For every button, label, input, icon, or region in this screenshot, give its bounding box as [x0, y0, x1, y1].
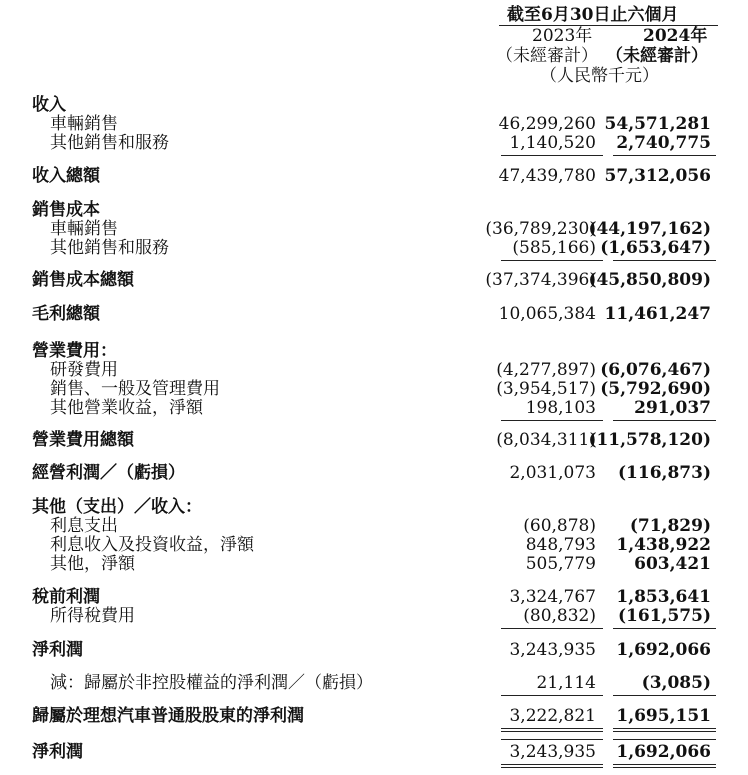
value-2023: 47,439,780	[498, 166, 596, 186]
row-label: 歸屬於理想汽車普通股股東的淨利潤	[32, 706, 304, 726]
value-2024: 1,695,151	[616, 706, 711, 726]
audit-2023-label: （未經審計）	[496, 46, 598, 66]
value-2024: (44,197,162)	[588, 219, 711, 239]
table-row	[0, 379, 748, 399]
table-row	[0, 114, 748, 134]
table-row	[0, 463, 748, 483]
value-2024: 1,438,922	[616, 535, 711, 555]
value-2024: (116,873)	[618, 463, 711, 483]
row-label: 銷售成本總額	[32, 270, 134, 290]
value-2023: 2,031,073	[509, 463, 596, 483]
value-2023: (37,374,396)	[485, 270, 596, 290]
year-2024-header: 2024年	[643, 26, 708, 46]
value-2023: (4,277,897)	[496, 360, 596, 380]
total-rule	[613, 728, 716, 729]
total-rule	[613, 628, 716, 629]
value-2024: (3,085)	[641, 673, 711, 693]
value-2023: (585,166)	[512, 238, 596, 258]
value-2023: 198,103	[525, 398, 596, 418]
value-2023: (80,832)	[523, 606, 596, 626]
total-rule	[501, 260, 603, 261]
value-2024: 603,421	[634, 554, 711, 574]
value-2024: 11,461,247	[604, 304, 711, 324]
value-2024: (5,792,690)	[600, 379, 711, 399]
value-2024: (45,850,809)	[588, 270, 711, 290]
row-label: 其他（支出）／收入：	[32, 497, 202, 517]
total-rule	[613, 739, 716, 740]
row-label: 研發費用	[50, 360, 118, 380]
total-rule	[501, 728, 603, 729]
value-2023: 10,065,384	[498, 304, 596, 324]
table-row	[0, 587, 748, 607]
value-2023: 46,299,260	[498, 114, 596, 134]
value-2023: (3,954,517)	[496, 379, 596, 399]
total-rule	[501, 695, 603, 696]
value-2023: (36,789,230)	[485, 219, 596, 239]
table-row	[0, 166, 748, 186]
row-label: 其他營業收益，淨額	[50, 398, 203, 418]
table-row	[0, 606, 748, 626]
value-2023: 848,793	[525, 535, 596, 555]
row-label: 銷售成本	[32, 200, 100, 220]
total-rule	[613, 764, 716, 765]
row-label: 收入總額	[32, 166, 100, 186]
row-label: 收入	[32, 95, 66, 115]
row-label: 營業費用總額	[32, 430, 134, 450]
value-2023: (60,878)	[523, 516, 596, 536]
year-2023-header: 2023年	[532, 26, 593, 46]
table-row	[0, 742, 748, 762]
value-2024: 54,571,281	[604, 114, 711, 134]
value-2023: 3,243,935	[509, 742, 596, 762]
table-row	[0, 200, 748, 220]
table-row	[0, 516, 748, 536]
table-row	[0, 270, 748, 290]
total-rule	[501, 420, 603, 421]
row-label: 營業費用：	[32, 341, 117, 361]
table-row	[0, 554, 748, 574]
row-label: 車輛銷售	[50, 219, 118, 239]
table-row	[0, 304, 748, 324]
value-2023: (8,034,311)	[496, 430, 596, 450]
row-label: 利息收入及投資收益，淨額	[50, 535, 254, 555]
total-rule	[613, 767, 716, 768]
row-label: 淨利潤	[32, 640, 83, 660]
table-row	[0, 238, 748, 258]
total-rule	[501, 731, 603, 732]
row-label: 經營利潤／（虧損）	[32, 463, 185, 483]
row-label: 其他銷售和服務	[50, 133, 169, 153]
table-row	[0, 497, 748, 517]
value-2024: 1,692,066	[616, 742, 711, 762]
row-label: 車輛銷售	[50, 114, 118, 134]
table-row	[0, 360, 748, 380]
audit-2024-label: （未經審計）	[606, 46, 708, 66]
value-2023: 3,243,935	[509, 640, 596, 660]
value-2024: (71,829)	[629, 516, 711, 536]
row-label: 淨利潤	[32, 742, 83, 762]
value-2024: 57,312,056	[604, 166, 711, 186]
table-row	[0, 673, 748, 693]
value-2023: 21,114	[536, 673, 596, 693]
table-row	[0, 535, 748, 555]
value-2023: 3,222,821	[509, 706, 596, 726]
value-2024: (161,575)	[618, 606, 711, 626]
value-2023: 1,140,520	[509, 133, 596, 153]
row-label: 其他，淨額	[50, 554, 135, 574]
value-2024: 1,853,641	[616, 587, 711, 607]
total-rule	[501, 628, 603, 629]
row-label: 其他銷售和服務	[50, 238, 169, 258]
value-2024: (1,653,647)	[600, 238, 711, 258]
total-rule	[501, 767, 603, 768]
value-2023: 505,779	[525, 554, 596, 574]
row-label: 毛利總額	[32, 304, 100, 324]
table-row	[0, 706, 748, 726]
period-header: 截至6月30日止六個月	[507, 5, 679, 25]
table-row	[0, 341, 748, 361]
value-2024: 2,740,775	[616, 133, 711, 153]
total-rule	[613, 695, 716, 696]
row-label: 銷售、一般及管理費用	[50, 379, 220, 399]
table-row	[0, 95, 748, 115]
value-2024: (6,076,467)	[600, 360, 711, 380]
row-label: 減：歸屬於非控股權益的淨利潤／（虧損）	[50, 673, 373, 693]
total-rule	[501, 739, 603, 740]
value-2023: 3,324,767	[509, 587, 596, 607]
currency-unit-label: （人民幣千元）	[540, 66, 659, 86]
table-row	[0, 398, 748, 418]
total-rule	[613, 731, 716, 732]
value-2024: (11,578,120)	[588, 430, 711, 450]
total-rule	[501, 155, 603, 156]
table-row	[0, 133, 748, 153]
table-row	[0, 430, 748, 450]
total-rule	[501, 764, 603, 765]
row-label: 所得稅費用	[50, 606, 135, 626]
row-label: 利息支出	[50, 516, 118, 536]
total-rule	[613, 420, 716, 421]
total-rule	[613, 155, 716, 156]
table-row	[0, 640, 748, 660]
table-row	[0, 219, 748, 239]
value-2024: 291,037	[634, 398, 711, 418]
row-label: 稅前利潤	[32, 587, 100, 607]
total-rule	[613, 260, 716, 261]
value-2024: 1,692,066	[616, 640, 711, 660]
